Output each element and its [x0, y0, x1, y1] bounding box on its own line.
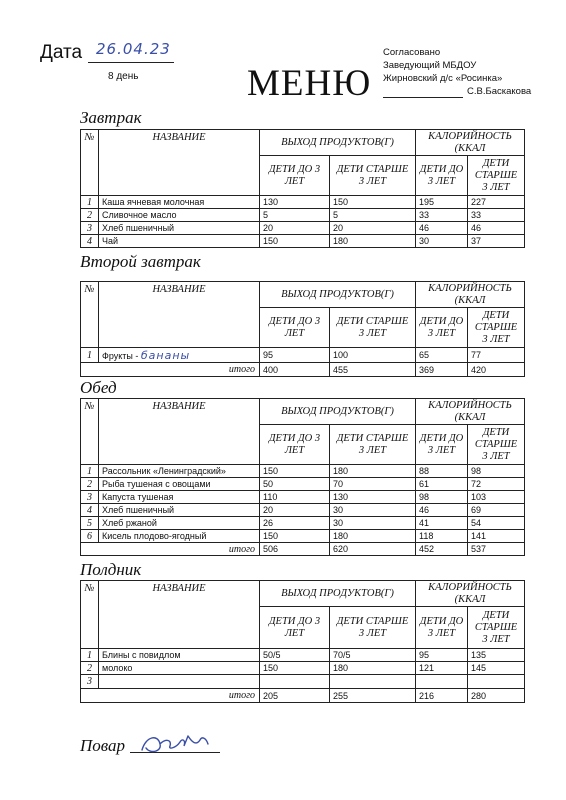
row-cal2: 103: [468, 491, 525, 504]
col-name-header: НАЗВАНИЕ: [99, 399, 260, 465]
col-cal-under3: ДЕТИ ДО 3 ЛЕТ: [416, 308, 468, 348]
row-out1: 50/5: [260, 649, 330, 662]
row-cal1: 41: [416, 517, 468, 530]
row-name: Хлеб пшеничный: [99, 222, 260, 235]
row-name: Чай: [99, 235, 260, 248]
col-num-header: №: [81, 399, 99, 465]
table-row: [81, 196, 525, 209]
section-title-lunch: Обед: [80, 378, 117, 397]
col-calories-header: КАЛОРИЙНОСТЬ (ККАЛ: [416, 581, 525, 607]
table-row: [81, 209, 525, 222]
row-cal2: 72: [468, 478, 525, 491]
table-row: [81, 504, 525, 517]
row-name: Фрукты -: [102, 350, 139, 361]
col-out-over3: ДЕТИ СТАРШЕ 3 ЛЕТ: [330, 607, 416, 649]
section-title-second-breakfast: Второй завтрак: [80, 252, 201, 271]
row-num: 3: [81, 491, 99, 504]
approval-line-3: Жирновский д/с «Росинка»: [383, 73, 503, 84]
row-cal2: 77: [468, 348, 525, 363]
col-out-under3: ДЕТИ ДО 3 ЛЕТ: [260, 156, 330, 196]
table-row: [81, 478, 525, 491]
row-out2: 20: [330, 222, 416, 235]
total-label: итого: [81, 363, 260, 377]
row-name: Рассольник «Ленинградский»: [99, 465, 260, 478]
col-num-header: №: [81, 130, 99, 196]
section-title-breakfast: Завтрак: [80, 108, 142, 127]
col-out-over3: ДЕТИ СТАРШЕ 3 ЛЕТ: [330, 425, 416, 465]
row-out1: 110: [260, 491, 330, 504]
col-num-header: №: [81, 581, 99, 649]
col-out-over3: ДЕТИ СТАРШЕ 3 ЛЕТ: [330, 308, 416, 348]
approval-block: [383, 46, 531, 98]
row-out2: 180: [330, 530, 416, 543]
row-out1: 150: [260, 530, 330, 543]
row-cal2: 98: [468, 465, 525, 478]
total-out1: 205: [260, 689, 330, 703]
col-output-header: ВЫХОД ПРОДУКТОВ(Г): [260, 130, 416, 156]
row-cal2: 145: [468, 662, 525, 675]
table-row: [81, 662, 525, 675]
row-out2: 150: [330, 196, 416, 209]
row-out1: 130: [260, 196, 330, 209]
row-out2: 70: [330, 478, 416, 491]
cook-label: Повар: [80, 736, 126, 755]
row-out1: 20: [260, 222, 330, 235]
total-row: [81, 363, 525, 377]
row-handwritten-note: бананы: [140, 348, 191, 362]
row-cal1: 61: [416, 478, 468, 491]
row-cal1: 195: [416, 196, 468, 209]
col-cal-over3: ДЕТИ СТАРШЕ 3 ЛЕТ: [468, 308, 525, 348]
row-name: Сливочное масло: [99, 209, 260, 222]
row-out1: 150: [260, 235, 330, 248]
table-row: [81, 222, 525, 235]
row-cal2: 227: [468, 196, 525, 209]
row-out1: 95: [260, 348, 330, 363]
approval-signature-line: [383, 97, 463, 98]
row-name: молоко: [99, 662, 260, 675]
second-breakfast-table: [80, 281, 525, 377]
cook-signature: [136, 728, 220, 758]
col-out-under3: ДЕТИ ДО 3 ЛЕТ: [260, 308, 330, 348]
col-cal-over3: ДЕТИ СТАРШЕ 3 ЛЕТ: [468, 425, 525, 465]
col-out-over3: ДЕТИ СТАРШЕ 3 ЛЕТ: [330, 156, 416, 196]
row-out2: 180: [330, 235, 416, 248]
col-cal-over3: ДЕТИ СТАРШЕ 3 ЛЕТ: [468, 607, 525, 649]
row-num: 4: [81, 504, 99, 517]
col-name-header: НАЗВАНИЕ: [99, 130, 260, 196]
row-cal2: 69: [468, 504, 525, 517]
row-name: [99, 675, 260, 689]
total-cal2: 537: [468, 543, 525, 556]
col-calories-header: КАЛОРИЙНОСТЬ (ККАЛ: [416, 399, 525, 425]
row-cal1: 95: [416, 649, 468, 662]
row-name: Капуста тушеная: [99, 491, 260, 504]
row-name: Каша ячневая молочная: [99, 196, 260, 209]
row-cal1: 46: [416, 222, 468, 235]
date-value: 26.04.23: [96, 40, 171, 58]
row-cal1: 88: [416, 465, 468, 478]
row-num: 1: [81, 465, 99, 478]
row-cal2: [468, 675, 525, 689]
row-out1: 20: [260, 504, 330, 517]
row-cal1: 98: [416, 491, 468, 504]
col-num-header: №: [81, 282, 99, 348]
col-output-header: ВЫХОД ПРОДУКТОВ(Г): [260, 581, 416, 607]
table-row: [81, 530, 525, 543]
total-label: итого: [81, 543, 260, 556]
total-row: [81, 689, 525, 703]
row-cal1: 118: [416, 530, 468, 543]
row-num: 2: [81, 478, 99, 491]
row-out2: 30: [330, 517, 416, 530]
total-out1: 400: [260, 363, 330, 377]
section-title-snack: Полдник: [80, 560, 142, 579]
row-name: Блины с повидлом: [99, 649, 260, 662]
table-row: [81, 649, 525, 662]
row-name: Хлеб ржаной: [99, 517, 260, 530]
row-cal1: [416, 675, 468, 689]
row-cal2: 37: [468, 235, 525, 248]
table-row: [81, 235, 525, 248]
row-out1: 26: [260, 517, 330, 530]
row-num: 1: [81, 196, 99, 209]
table-row: [81, 465, 525, 478]
total-out2: 455: [330, 363, 416, 377]
total-out2: 620: [330, 543, 416, 556]
table-row: [81, 675, 525, 689]
page-title: МЕНЮ: [247, 63, 372, 104]
approval-signer-row: [383, 85, 531, 98]
row-name: Рыба тушеная с овощами: [99, 478, 260, 491]
row-out1: 150: [260, 465, 330, 478]
total-out1: 506: [260, 543, 330, 556]
total-label: итого: [81, 689, 260, 703]
row-cal2: 33: [468, 209, 525, 222]
row-out1: 50: [260, 478, 330, 491]
col-name-header: НАЗВАНИЕ: [99, 581, 260, 649]
col-cal-under3: ДЕТИ ДО 3 ЛЕТ: [416, 156, 468, 196]
total-cal2: 280: [468, 689, 525, 703]
row-out2: 70/5: [330, 649, 416, 662]
row-num: 6: [81, 530, 99, 543]
table-row: [81, 517, 525, 530]
total-cal1: 452: [416, 543, 468, 556]
col-cal-under3: ДЕТИ ДО 3 ЛЕТ: [416, 607, 468, 649]
table-row: [81, 491, 525, 504]
col-out-under3: ДЕТИ ДО 3 ЛЕТ: [260, 607, 330, 649]
approval-signer: С.В.Баскакова: [467, 86, 532, 97]
row-cal1: 46: [416, 504, 468, 517]
row-cal2: 141: [468, 530, 525, 543]
row-name: Хлеб пшеничный: [99, 504, 260, 517]
row-name-cell: [99, 348, 260, 363]
day-label: 8 день: [108, 71, 139, 82]
row-cal2: 54: [468, 517, 525, 530]
row-out2: [330, 675, 416, 689]
col-calories-header: КАЛОРИЙНОСТЬ (ККАЛ: [416, 282, 525, 308]
snack-table: [80, 580, 525, 703]
row-name: Кисель плодово-ягодный: [99, 530, 260, 543]
row-cal2: 46: [468, 222, 525, 235]
col-name-header: НАЗВАНИЕ: [99, 282, 260, 348]
col-output-header: ВЫХОД ПРОДУКТОВ(Г): [260, 399, 416, 425]
row-out1: [260, 675, 330, 689]
row-num: 1: [81, 348, 99, 363]
row-cal1: 30: [416, 235, 468, 248]
row-num: 1: [81, 649, 99, 662]
row-cal1: 33: [416, 209, 468, 222]
total-row: [81, 543, 525, 556]
date-underline: [88, 62, 174, 63]
row-out2: 100: [330, 348, 416, 363]
row-cal2: 135: [468, 649, 525, 662]
row-out2: 130: [330, 491, 416, 504]
row-cal1: 121: [416, 662, 468, 675]
row-num: 3: [81, 222, 99, 235]
row-out2: 5: [330, 209, 416, 222]
row-num: 4: [81, 235, 99, 248]
col-cal-over3: ДЕТИ СТАРШЕ 3 ЛЕТ: [468, 156, 525, 196]
total-cal1: 369: [416, 363, 468, 377]
row-num: 3: [81, 675, 99, 689]
breakfast-table: [80, 129, 525, 248]
row-out1: 150: [260, 662, 330, 675]
col-cal-under3: ДЕТИ ДО 3 ЛЕТ: [416, 425, 468, 465]
row-num: 2: [81, 209, 99, 222]
row-num: 2: [81, 662, 99, 675]
table-row: [81, 348, 525, 363]
total-cal1: 216: [416, 689, 468, 703]
row-num: 5: [81, 517, 99, 530]
total-out2: 255: [330, 689, 416, 703]
row-out2: 180: [330, 662, 416, 675]
col-out-under3: ДЕТИ ДО 3 ЛЕТ: [260, 425, 330, 465]
row-cal1: 65: [416, 348, 468, 363]
approval-line-2: Заведующий МБДОУ: [383, 60, 477, 71]
lunch-table: [80, 398, 525, 556]
date-label: Дата: [40, 42, 83, 63]
total-cal2: 420: [468, 363, 525, 377]
col-calories-header: КАЛОРИЙНОСТЬ (ККАЛ: [416, 130, 525, 156]
approval-line-1: Согласовано: [383, 47, 441, 58]
row-out1: 5: [260, 209, 330, 222]
row-out2: 180: [330, 465, 416, 478]
row-out2: 30: [330, 504, 416, 517]
col-output-header: ВЫХОД ПРОДУКТОВ(Г): [260, 282, 416, 308]
